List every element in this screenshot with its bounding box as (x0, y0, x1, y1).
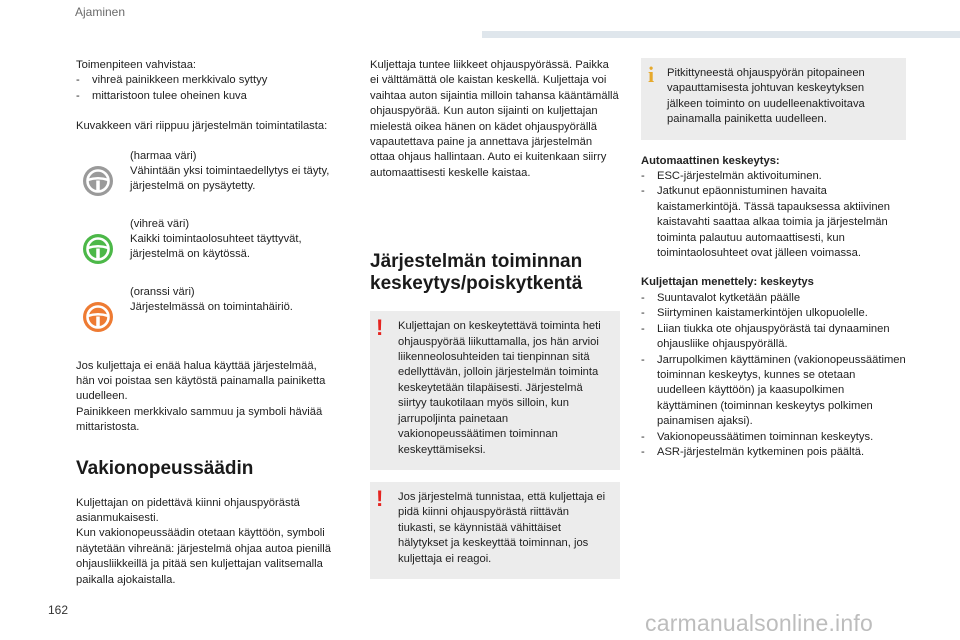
column-1 (76, 58, 336, 588)
list-item: - Siirtyminen kaistamerkintöjen ulkopuolelle. (641, 306, 906, 321)
header-bar (482, 31, 960, 38)
section-header: Ajaminen (75, 5, 126, 19)
list-item: - Vakionopeussäätimen toiminnan keskeytys. (641, 430, 906, 445)
subheading: Automaattinen keskeytys: (641, 154, 780, 167)
steering-wheel-icon (81, 164, 115, 198)
confirm-list (76, 73, 336, 104)
steering-wheel-icon (81, 300, 115, 334)
deactivate-text: Jos kuljettaja ei enää halua käyttää järjestelmää, hän voi poistaa sen käytöstä painamalla painiketta uudelleen. (76, 359, 326, 403)
page-number: 162 (48, 603, 69, 617)
list-item: - Suuntavalot kytketään päälle (641, 291, 906, 306)
watermark: carmanualsonline.info (645, 610, 873, 636)
warning-box (370, 482, 620, 579)
steering-wheel-icon (81, 232, 115, 266)
subheading: Kuljettajan menettely: keskeytys (641, 276, 814, 289)
status-desc: Kaikki toimintaolosuhteet täyttyvät, järjestelmä on käytössä. (130, 233, 302, 261)
status-row-grey (76, 149, 336, 217)
status-row-green (76, 217, 336, 285)
status-title: (oranssi väri) (130, 285, 195, 298)
column-2 (370, 58, 620, 579)
info-text: Pitkittyneestä ohjauspyörän pitopaineen vapauttamisesta johtuvan keskeytyksen jälkeen toiminto on uudelleenaktivoitava painamalla painiketta uudelleen. (667, 67, 865, 126)
auto-list (641, 169, 906, 261)
warning-box (370, 311, 620, 470)
driver-list (641, 291, 906, 460)
status-title: (harmaa väri) (130, 149, 197, 162)
color-intro: Kuvakkeen väri riippuu järjestelmän toimintatilasta: (76, 120, 328, 133)
list-item: - Liian tiukka ote ohjauspyörästä tai dynaaminen ohjausliike ohjauspyörällä. (641, 322, 906, 353)
cruise-text-2: Kun vakionopeussäädin otetaan käyttöön, symboli näytetään vihreänä: järjestelmä ohjaa autoa pienillä ohjausliikkeillä ja pitää sen kuljettajan valitsemalla paikalla ajokaistalla. (76, 527, 331, 586)
intro-paragraph: Kuljettaja tuntee liikkeet ohjauspyörässä. Paikka ei välttämättä ole kaistan keskellä. Kuljettaja voi vaihtaa auton sijaintia milloin tahansa kääntämällä ohjauspyörää. Kun auton sijainti on kuljettajan mielestä oikea hänen on kädet ohjauspyörällä vapautettava paine ja annettava järjestelmän ottaa ohjaus hallintaan. Auto ei kuitenkaan siirry automaattisesti keskelle kaistaa. (370, 59, 619, 179)
warning-icon: ! (376, 485, 384, 511)
list-item: - mittaristoon tulee oheinen kuva (76, 89, 336, 104)
confirm-intro: Toimenpiteen vahvistaa: (76, 59, 197, 71)
status-desc: Järjestelmässä on toimintahäiriö. (130, 301, 293, 314)
warning-text: Jos järjestelmä tunnistaa, että kuljettaja ei pidä kiinni ohjauspyörästä riittävän tiukasti, se käynnistää vähittäiset hälytykset ja keskeyttää toiminnan, jos kuljettaja ei reagoi. (398, 490, 606, 565)
section-heading: Järjestelmän toiminnan keskeytys/poiskytkentä (370, 251, 583, 295)
list-item: - ESC-järjestelmän aktivoituminen. (641, 169, 906, 184)
section-heading: Vakionopeussäädin (76, 457, 254, 479)
cruise-text: Kuljettajan on pidettävä kiinni ohjauspyörästä asianmukaisesti. (76, 496, 300, 525)
list-item: - Jarrupolkimen käyttäminen (vakionopeussäätimen toiminnan keskeytys, kunnes se otetaan uudelleen käyttöön) ja kaasupolkimen käyttäminen (toiminnan keskeytys polkimen painamisen ajaksi). (641, 353, 906, 430)
deactivate-text-2: Painikkeen merkkivalo sammuu ja symboli häviää mittaristosta. (76, 405, 323, 434)
column-3 (641, 58, 906, 460)
warning-text: Kuljettajan on keskeytettävä toiminta heti ohjauspyörää liikuttamalla, jos hän arvioi liikenneolosuhteiden tai tienpinnan sitä edellyttävän, jolloin järjestelmän toiminta keskeytetään tilapäisesti. Järjestelmä siirtyy taukotilaan myös silloin, kun jarrupoljinta painetaan vakionopeussäätimen toiminnan keskeyttämiseksi. (398, 320, 601, 456)
warning-icon: ! (376, 315, 384, 341)
list-item: - vihreä painikkeen merkkivalo syttyy (76, 73, 336, 88)
status-title: (vihreä väri) (130, 217, 190, 230)
list-item: - ASR-järjestelmän kytkeminen pois päältä. (641, 445, 906, 460)
list-item: - Jatkunut epäonnistuminen havaita kaistamerkintöjä. Tässä tapauksessa aktiivinen kaistavahti saattaa alkaa toimia ja järjestelmän toiminta palautuu automaattisesti, kun toimintaolosuhteet ovat jälleen voimassa. (641, 184, 906, 261)
info-box (641, 58, 906, 140)
status-desc: Vähintään yksi toimintaedellytys ei täyty, järjestelmä on pysäytetty. (130, 165, 330, 193)
info-icon: i (648, 62, 655, 87)
status-row-orange (76, 285, 336, 353)
